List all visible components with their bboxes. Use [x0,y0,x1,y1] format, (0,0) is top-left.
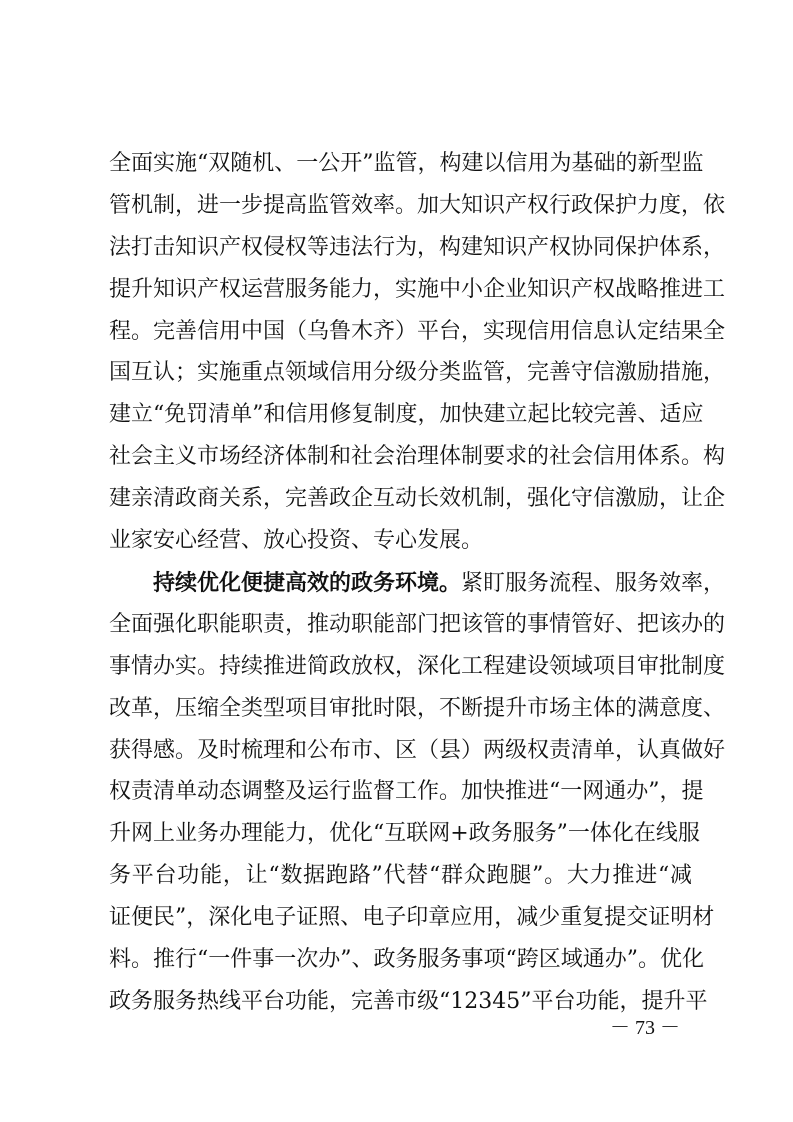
paragraph-line: 改革，压缩全类型项目审批时限，不断提升市场主体的满意度、 [109,696,726,721]
paragraph-line: 业家安心经营、放心投资、专心发展。 [109,528,484,553]
paragraph-line: 管机制，进一步提高监管效率。加大知识产权行政保护力度，依 [109,193,726,218]
paragraph-line: 全面强化职能职责，推动职能部门把该管的事情管好、把该办的 [109,612,726,637]
paragraph-line: 法打击知识产权侵权等违法行为，构建知识产权协同保护体系， [109,235,726,260]
section-lead-text: 紧盯服务流程、服务效率， [461,571,726,596]
section-first-line [153,566,726,600]
section-heading: 持续优化便捷高效的政务环境。 [153,570,462,596]
paragraph-line: 升网上业务办理能力，优化“互联网+政务服务”一体化在线服 [109,821,700,846]
paragraph-line: 料。推行“一件事一次办”、政务服务事项“跨区域通办”。优化 [109,947,704,972]
paragraph-line: 社会主义市场经济体制和社会治理体制要求的社会信用体系。构 [109,444,726,469]
paragraph-line: 证便民”，深化电子证照、电子印章应用，减少重复提交证明材 [109,905,715,930]
paragraph-line: 国互认；实施重点领域信用分级分类监管，完善守信激励措施， [109,360,726,385]
paragraph-line: 全面实施“双随机、一公开”监管，构建以信用为基础的新型监 [109,151,704,176]
paragraph-line: 获得感。及时梳理和公布市、区（县）两级权责清单，认真做好 [109,738,726,763]
paragraph-line: 务平台功能，让“数据跑路”代替“群众跑腿”。大力推进“减 [109,863,692,888]
paragraph-line: 事情办实。持续推进简政放权，深化工程建设领域项目审批制度 [109,654,726,679]
paragraph-line: 提升知识产权运营服务能力，实施中小企业知识产权战略推进工 [109,277,726,302]
paragraph-line: 建立“免罚清单”和信用修复制度，加快建立起比较完善、适应 [109,402,704,427]
page-number: － 73 － [610,1017,680,1039]
paragraph-line: 程。完善信用中国（乌鲁木齐）平台，实现信用信息认定结果全 [109,319,726,344]
paragraph-line: 建亲清政商关系，完善政企互动长效机制，强化守信激励，让企 [109,486,726,511]
paragraph-line: 权责清单动态调整及运行监督工作。加快推进“一网通办”，提 [109,779,704,804]
paragraph-line: 政务服务热线平台功能，完善市级“12345”平台功能，提升平 [109,989,708,1014]
